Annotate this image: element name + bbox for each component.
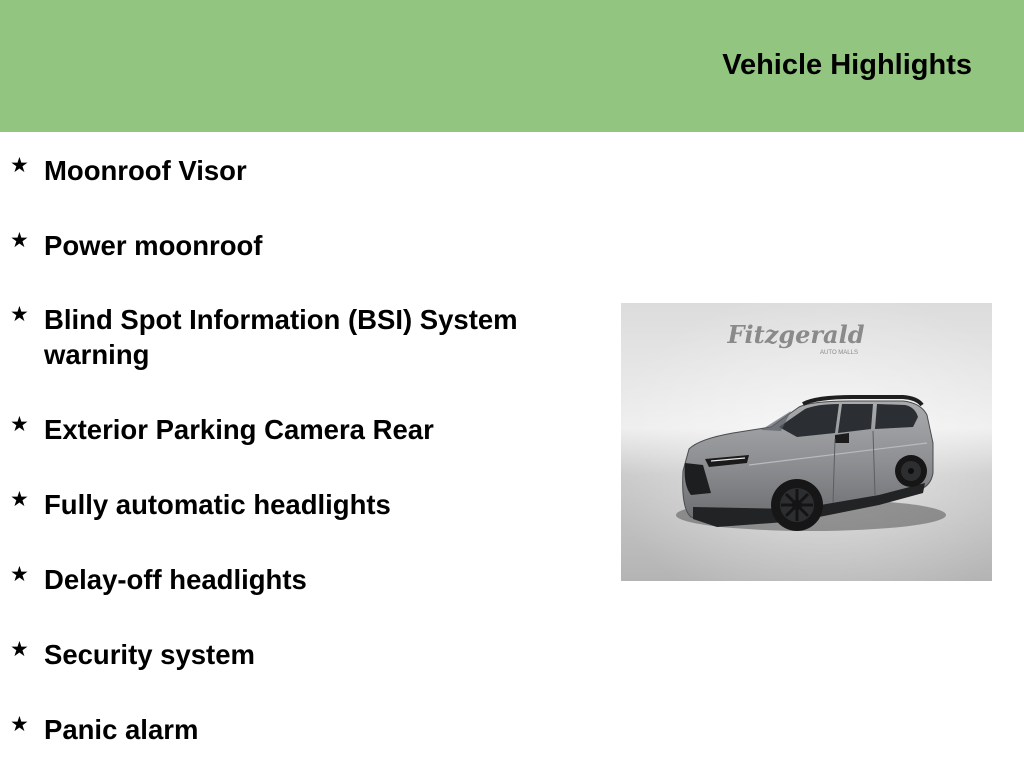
star-icon: ★ [10, 303, 29, 326]
highlight-label: Delay-off headlights [44, 564, 307, 595]
highlight-label: Security system [44, 639, 255, 670]
vehicle-photo [621, 303, 992, 581]
header-banner [0, 0, 1024, 132]
star-icon: ★ [10, 154, 29, 177]
highlight-label: Fully automatic headlights [44, 489, 391, 520]
highlight-label: Exterior Parking Camera Rear [44, 414, 434, 445]
star-icon: ★ [10, 413, 29, 436]
svg-text:Fitzgerald: Fitzgerald [727, 320, 865, 349]
highlight-label: Blind Spot Information (BSI) System warning [44, 304, 518, 370]
page-title: Vehicle Highlights [722, 49, 972, 81]
svg-text:AUTO MALLS: AUTO MALLS [820, 350, 858, 356]
star-icon: ★ [10, 488, 29, 511]
star-icon: ★ [10, 713, 29, 736]
star-icon: ★ [10, 229, 29, 252]
star-icon: ★ [10, 638, 29, 661]
highlight-label: Panic alarm [44, 714, 199, 745]
highlight-label: Power moonroof [44, 230, 263, 261]
star-icon: ★ [10, 563, 29, 586]
highlight-label: Moonroof Visor [44, 155, 247, 186]
